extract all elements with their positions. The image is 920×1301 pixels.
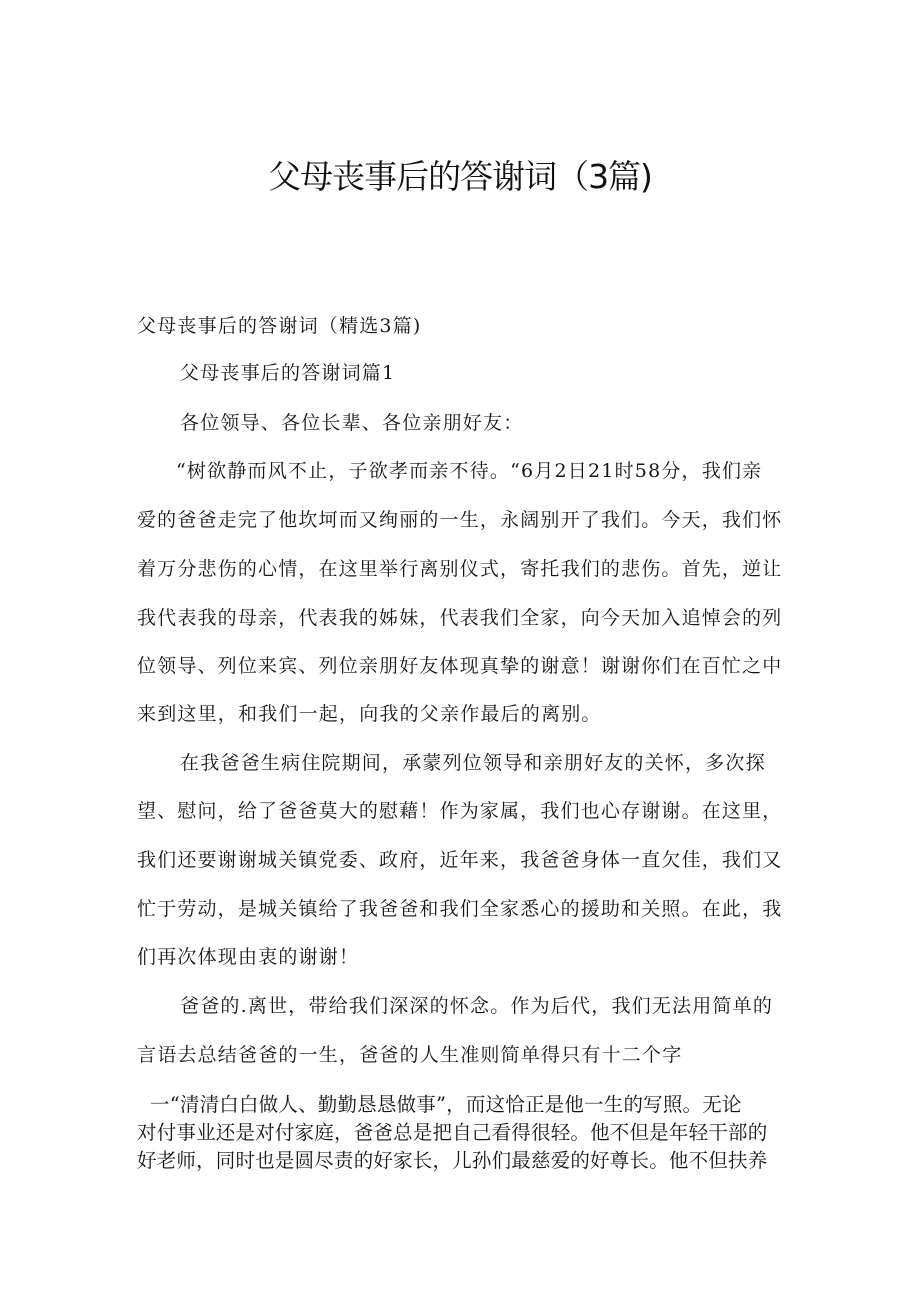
document-subtitle: 父母丧事后的答谢词（精选3篇) [137,315,422,337]
paragraph-line: 望、慰问，给了爸爸莫大的慰藉！作为家属，我们也心存谢谢。在这里， [137,800,783,822]
salutation: 各位领导、各位长辈、各位亲朋好友： [180,412,524,434]
paragraph-line: 着万分悲伤的心情，在这里举行离别仪式，寄托我们的悲伤。首先，逆让 [137,558,783,580]
paragraph-line: 好老师，同时也是圆尽责的好家长，儿孙们最慈爱的好尊长。他不但扶养 [137,1149,768,1172]
paragraph-line: 爱的爸爸走完了他坎坷而又绚丽的一生，永阔别开了我们。今天，我们怀 [137,509,783,531]
paragraph-line: 我们还要谢谢城关镇党委、政府，近年来，我爸爸身体一直欠佳，我们又 [137,849,783,871]
paragraph-line: 忙于劳动，是城关镇给了我爸爸和我们全家悉心的援助和关照。在此，我 [137,898,783,920]
section-heading: 父母丧事后的答谢词篇1 [180,362,396,384]
paragraph-line: 爸爸的.离世，带给我们深深的怀念。作为后代，我们无法用简单的 [180,995,774,1017]
paragraph-line: “树欲静而风不止，子欲孝而亲不待。“6月2日21时58分，我们亲 [176,460,763,482]
paragraph-line: 来到这里，和我们一起，向我的父亲作最后的离别。 [137,703,602,725]
paragraph-line: 位领导、列位来宾、列位亲朋好友体现真挚的谢意！谢谢你们在百忙之中 [137,655,783,677]
paragraph-line: 言语去总结爸爸的一生，爸爸的人生准则简单得只有十二个字 [137,1044,683,1066]
paragraph-line: 在我爸爸生病住院期间，承蒙列位领导和亲朋好友的关怀，多次探 [180,752,766,774]
paragraph-line: 对付事业还是对付家庭，爸爸总是把自己看得很轻。他不但是年轻干部的 [137,1121,768,1144]
paragraph-line: 们再次体现由衷的谢谢！ [137,946,360,968]
paragraph-line: 我代表我的母亲，代表我的姊妹，代表我们全家，向今天加入追悼会的列 [137,607,783,629]
paragraph-line: 一“清清白白做人、勤勤恳恳做事”，而这恰正是他一生的写照。无论 [150,1093,742,1116]
document-title: 父母丧事后的答谢词（3篇) [268,157,652,196]
